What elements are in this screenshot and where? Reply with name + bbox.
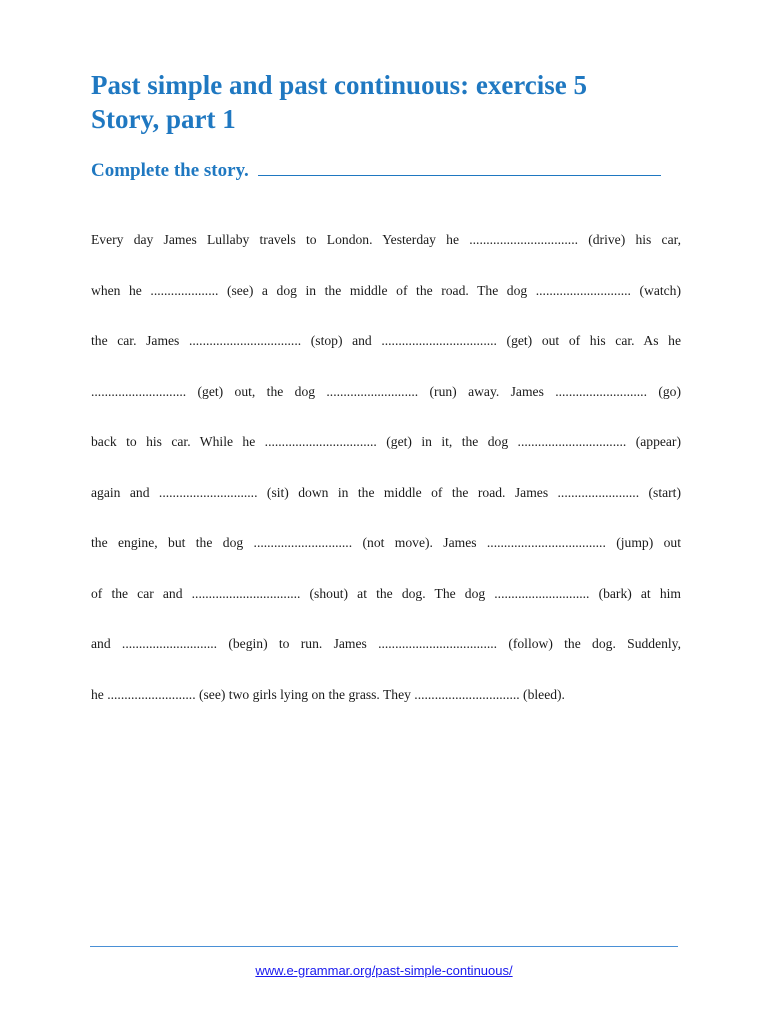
instruction-heading: [91, 158, 681, 184]
story-line-3: the car. James ................................. (stop) and .................................. (get) out of his car. As he: [91, 333, 681, 348]
story-line-8: of the car and ................................ (shout) at the dog. The dog ............................ (bark) at him: [91, 585, 681, 601]
page-title: [91, 68, 691, 136]
footer-website-link[interactable]: www.e-grammar.org/past-simple-continuous/: [255, 963, 513, 978]
footer-divider: [90, 946, 678, 947]
story-line-7: the engine, but the dog ............................. (not move). James ................................... (jump) out: [91, 535, 681, 550]
story-line-2: when he .................... (see) a dog in the middle of the road. The dog ............................ (watch): [91, 282, 681, 298]
story-line-10: he .......................... (see) two girls lying on the grass. They ............................... (bleed).: [91, 686, 565, 702]
page-title-line-1: Past simple and past continuous: exercise 5: [91, 70, 588, 100]
story-line-6: again and ............................. (sit) down in the middle of the road. James ........................ (start): [91, 484, 681, 500]
story-line-5: back to his car. While he ................................. (get) in it, the dog ................................ (appear): [91, 434, 681, 449]
story-text: [91, 228, 681, 733]
story-line-4: ............................ (get) out, the dog ........................... (run) away. James ........................... (go): [91, 383, 681, 399]
instruction-text: Complete the story.: [91, 160, 249, 181]
story-line-1: Every day James Lullaby travels to London. Yesterday he ................................ (drive) his car,: [91, 232, 681, 247]
story-line-9: and ............................ (begin) to run. James ................................... (follow) the dog. Suddenly,: [91, 636, 681, 651]
page-title-line-2: Story, part 1: [91, 104, 236, 134]
instruction-underline: [258, 174, 661, 176]
